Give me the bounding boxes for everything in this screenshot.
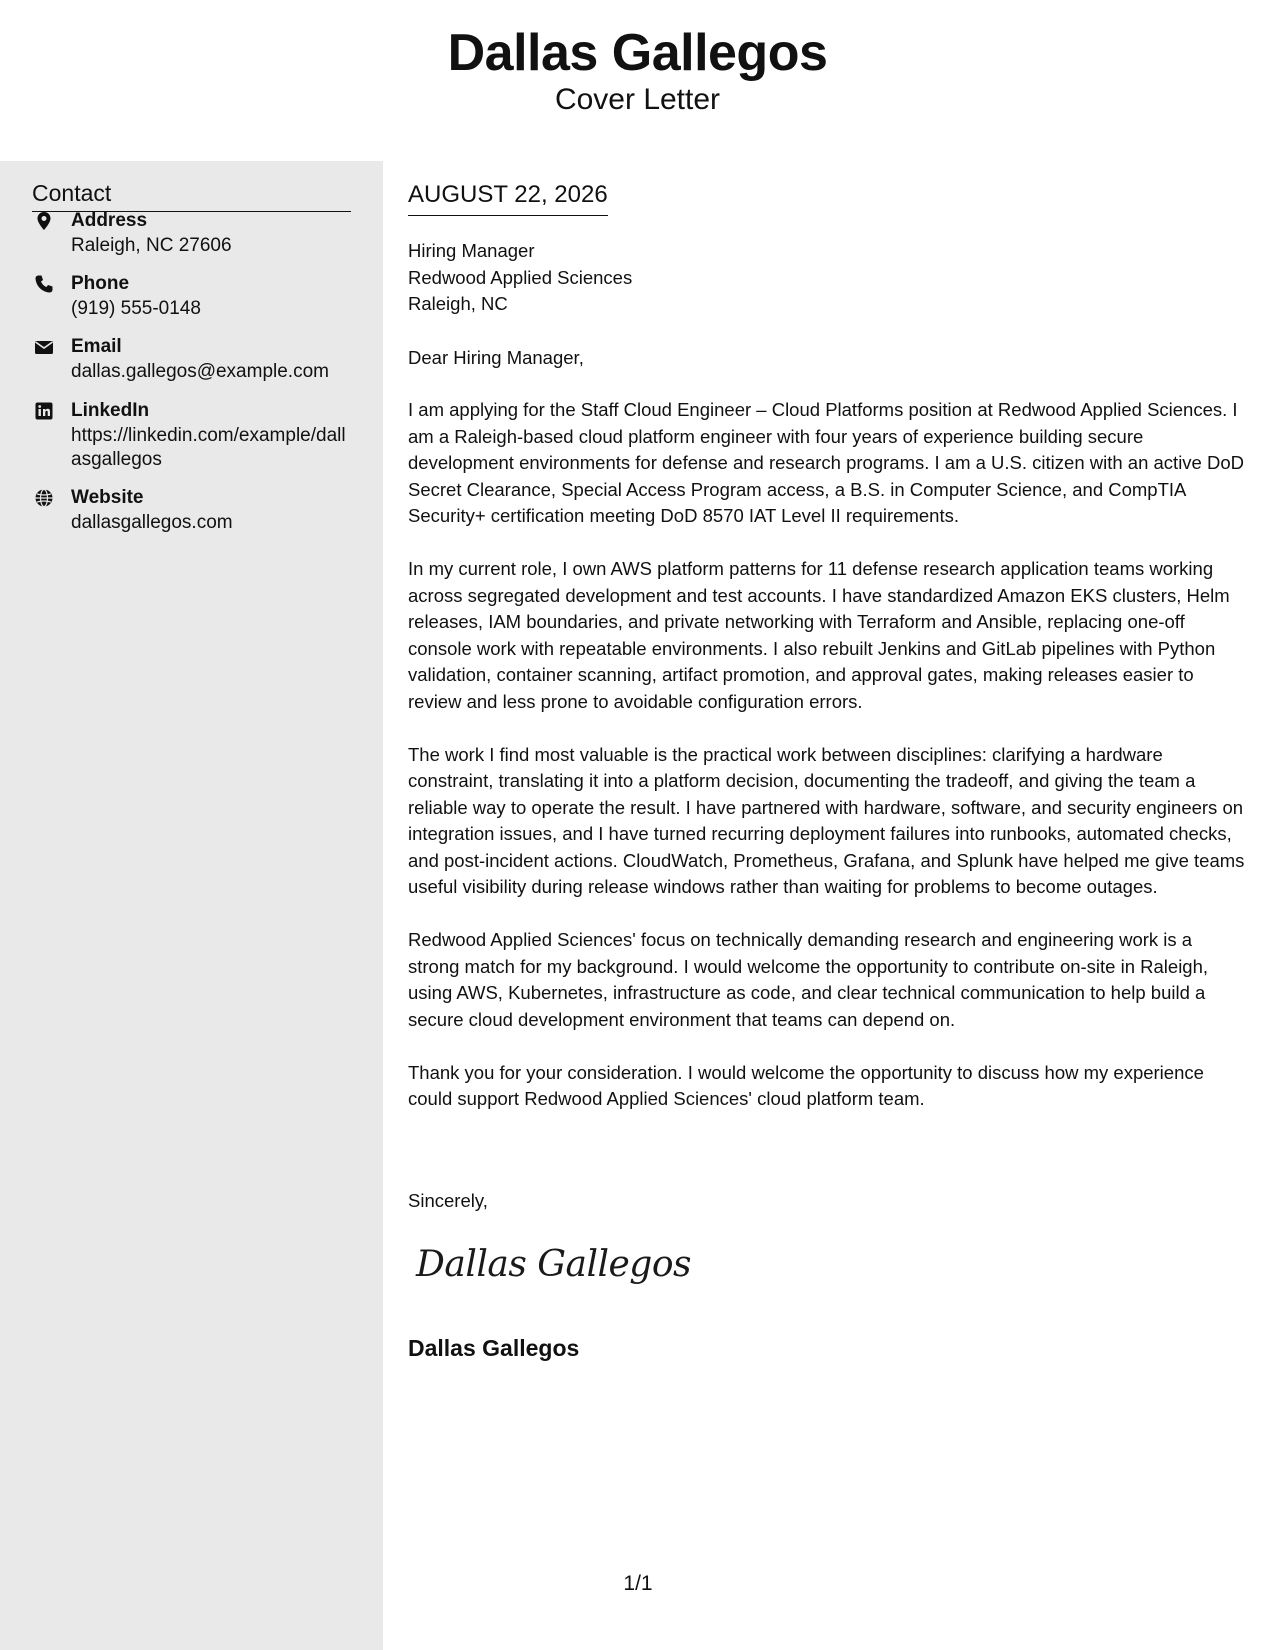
recipient-line: Raleigh, NC — [408, 293, 508, 314]
map-pin-icon — [34, 211, 54, 231]
linkedin-icon — [34, 401, 54, 421]
document-subtitle: Cover Letter — [554, 83, 721, 116]
contact-value: (919) 555-0148 — [71, 298, 201, 319]
letter-paragraph: Thank you for your consideration. I would welcome the opportunity to discuss how my experience could support Redwood Applied Sciences' cloud platform team. — [408, 1061, 1204, 1109]
globe-icon — [34, 488, 54, 508]
recipient-block — [408, 238, 632, 318]
letter-date: AUGUST 22, 2026 — [408, 179, 608, 216]
contact-sidebar — [0, 161, 383, 1650]
contact-label: Email — [71, 336, 122, 357]
contact-value: dallas.gallegos@example.com — [71, 361, 329, 382]
letter-paragraph: The work I find most valuable is the practical work between disciplines: clarifying a hardware constraint, translating it into a platform decision, documenting the tradeoff, and giving the team a reliable way to operate the result. I have partnered with hardware, software, and security engineers on integration issues, and I have turned recurring deployment failures into runbooks, automated checks, and post-incident actions. CloudWatch, Prometheus, Grafana, and Splunk have helped me give teams useful visibility during release windows rather than waiting for problems to become outages. — [408, 743, 1245, 897]
signer-name: Dallas Gallegos — [408, 1335, 580, 1361]
author-name: Dallas Gallegos — [447, 24, 828, 82]
contact-label: LinkedIn — [71, 400, 150, 421]
letter-paragraph: I am applying for the Staff Cloud Engineer – Cloud Platforms position at Redwood Applied Sciences. I am a Raleigh-based cloud platform engineer with four years of experience building secure development environments for defense and research programs. I am a U.S. citizen with an active DoD Secret Clearance, Special Access Program access, a B.S. in Computer Science, and CompTIA Security+ certification meeting DoD 8570 IAT Level II requirements. — [408, 399, 1244, 526]
page-number: 1/1 — [623, 1572, 653, 1595]
contact-value: https://linkedin.com/example/dallasgallegos — [71, 425, 346, 470]
recipient-line: Redwood Applied Sciences — [408, 266, 633, 288]
contact-heading: Contact — [32, 177, 351, 212]
contact-label: Phone — [71, 273, 130, 294]
recipient-line: Hiring Manager — [408, 240, 535, 261]
contact-value: dallasgallegos.com — [71, 512, 233, 533]
handwritten-signature: Dallas Gallegos — [416, 1244, 691, 1285]
letter-paragraph: In my current role, I own AWS platform patterns for 11 defense research application teams working across segregated development and test accounts. I have standardized Amazon EKS clusters, Helm releases, IAM boundaries, and private networking with Terraform and Ansible, replacing one-off console work with repeatable environments. I also rebuilt Jenkins and GitLab pipelines with Python validation, container scanning, artifact promotion, and approval gates, making releases easier to review and less prone to avoidable configuration errors. — [408, 558, 1230, 712]
contact-label: Website — [71, 487, 144, 508]
envelope-icon — [34, 337, 54, 357]
closing: Sincerely, — [408, 1190, 488, 1211]
contact-value: Raleigh, NC 27606 — [71, 235, 232, 256]
phone-icon — [34, 274, 54, 294]
contact-label: Address — [71, 210, 148, 231]
salutation: Dear Hiring Manager, — [408, 347, 584, 368]
letter-paragraph: Redwood Applied Sciences' focus on technically demanding research and engineering work is a strong match for my background. I would welcome the opportunity to contribute on-site in Raleigh, using AWS, Kubernetes, infrastructure as code, and clear technical communication to help build a secure cloud development environment that teams can depend on. — [408, 929, 1209, 1030]
letter-paragraphs — [408, 397, 1248, 1139]
